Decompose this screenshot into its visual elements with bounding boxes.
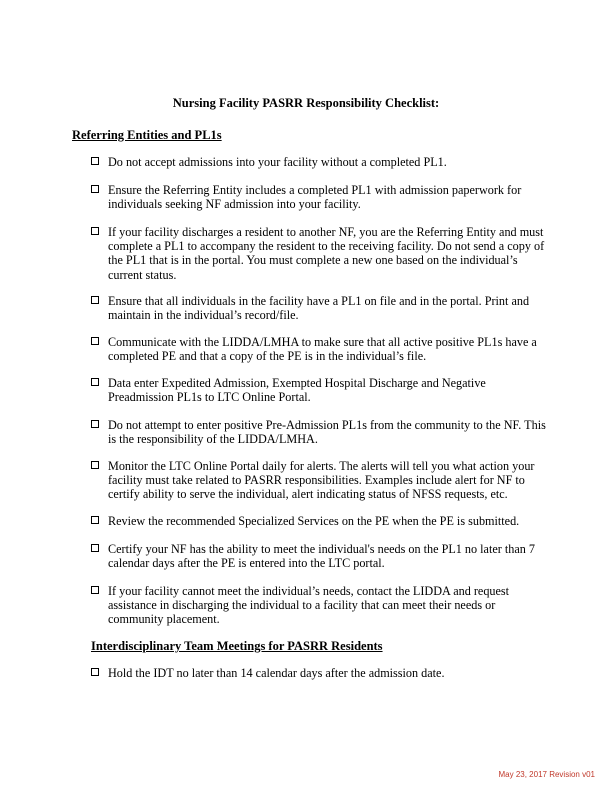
revision-footer: May 23, 2017 Revision v01 [498, 770, 595, 779]
checklist-item-text: Review the recommended Specialized Services on the PE when the PE is submitted. [108, 514, 520, 528]
checklist-item-text: Ensure the Referring Entity includes a completed PL1 with admission paperwork for individuals seeking NF admission into your facility. [108, 183, 522, 212]
checklist-item [91, 183, 551, 211]
checklist-item [91, 542, 551, 570]
checkbox-icon[interactable] [91, 420, 99, 428]
checklist-item [91, 155, 551, 169]
checklist-item-text: Communicate with the LIDDA/LMHA to make sure that all active positive PL1s have a completed PE and that a copy of the PE is in the individual’s file. [108, 335, 537, 364]
checkbox-icon[interactable] [91, 586, 99, 594]
checklist-item-text: If your facility cannot meet the individual’s needs, contact the LIDDA and request assistance in discharging the individual to a facility that can meet their needs or community placement. [108, 584, 510, 627]
checklist-item [91, 335, 551, 363]
checkbox-icon[interactable] [91, 461, 99, 469]
checkbox-icon[interactable] [91, 227, 99, 235]
checklist-item-text: Certify your NF has the ability to meet the individual's needs on the PL1 no later than 7 calendar days after the PE is entered into the LTC portal. [108, 542, 535, 571]
checklist-item-text: Monitor the LTC Online Portal daily for alerts. The alerts will tell you what action your facility must take related to PASRR responsibilities. Examples include alert for NF to certify ability to serve the individual, alert indicating status of NFSS requests, etc. [108, 459, 535, 502]
checkbox-icon[interactable] [91, 378, 99, 386]
checklist-item [91, 294, 551, 322]
checkbox-icon[interactable] [91, 668, 99, 676]
checklist-item [91, 584, 551, 627]
section-heading-idt-meetings: Interdisciplinary Team Meetings for PASRR Residents [91, 639, 383, 653]
section-heading-referring-entities: Referring Entities and PL1s [72, 128, 222, 142]
checkbox-icon[interactable] [91, 296, 99, 304]
checkbox-icon[interactable] [91, 544, 99, 552]
checkbox-icon[interactable] [91, 157, 99, 165]
checklist-item [91, 376, 551, 404]
checklist-item [91, 514, 551, 528]
checkbox-icon[interactable] [91, 185, 99, 193]
checklist-item [91, 666, 551, 680]
checklist-item-text: Do not accept admissions into your facility without a completed PL1. [108, 155, 447, 169]
checklist-item-text: Do not attempt to enter positive Pre-Admission PL1s from the community to the NF. This is the responsibility of the LIDDA/LMHA. [108, 418, 546, 447]
checklist-item-text: Ensure that all individuals in the facility have a PL1 on file and in the portal. Print and maintain in the individual’s record/file. [108, 294, 530, 323]
checkbox-icon[interactable] [91, 337, 99, 345]
checklist-item [91, 459, 551, 502]
page-title: Nursing Facility PASRR Responsibility Checklist: [172, 96, 440, 110]
checklist-item-text: If your facility discharges a resident to another NF, you are the Referring Entity and must complete a PL1 to accompany the resident to the receiving facility. Do not send a copy of the PL1 that is in the portal. You must complete a new one based on the individual’s current status. [108, 225, 545, 282]
checklist-item [91, 418, 551, 446]
checklist-item-text: Data enter Expedited Admission, Exempted Hospital Discharge and Negative Preadmission PL1s to LTC Online Portal. [108, 376, 486, 405]
checklist-item [91, 225, 551, 282]
checklist-item-text: Hold the IDT no later than 14 calendar days after the admission date. [108, 666, 445, 680]
checkbox-icon[interactable] [91, 516, 99, 524]
